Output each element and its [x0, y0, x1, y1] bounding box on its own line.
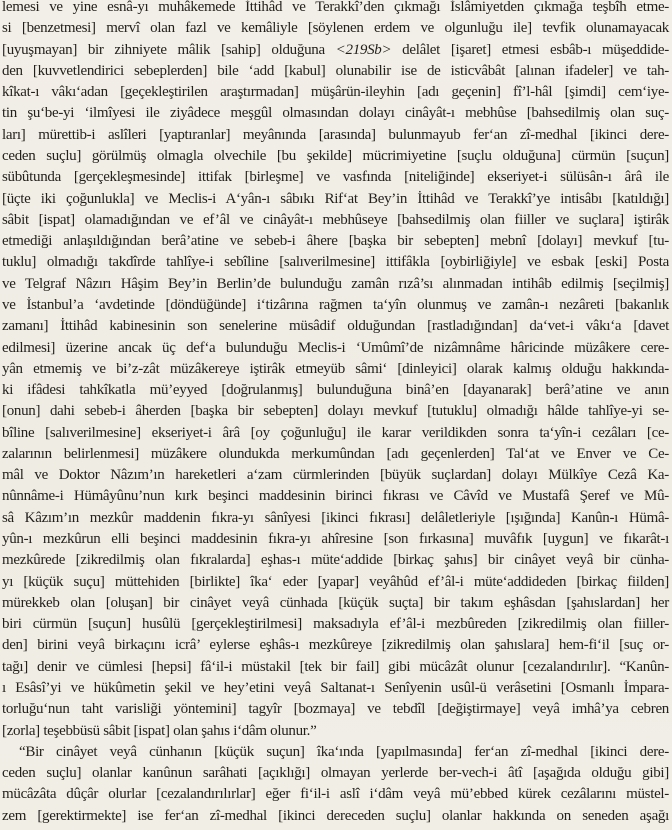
text-segment: sübûtunda [gerçekleşmesinde] ittifak [birleşme] ve vasfında [niteliğinde] ekseriyet-i sülüsân-ı ârâ ile: [2, 169, 669, 186]
body-text: [2, 0, 669, 827]
text-line: [2, 444, 669, 465]
text-line: [2, 678, 669, 699]
text-segment: ı Esâsî’yi ve hükûmetin şekil ve hey’etini veyâ Saltanat-ı Senîyenin usûl-ü verâsetini [Osmanlı İmpara-: [2, 680, 669, 696]
text-line: [2, 806, 669, 827]
text-segment: tuklu] olmadığı takdîrde tahlîye-i sebîline [salıverilmesine] ittifâkla [oybirliğiyle] ve esbak [eski] Posta: [2, 254, 669, 271]
text-segment: delâlet [işaret] etmesi esbâb-ı müşeddide-: [391, 41, 669, 58]
text-segment: ceden suçlu] olanlar kanûnun sarâhati [açıklığı] olmayan yerlerde ber-vech-i âtî [aşağıda olduğu gibi]: [2, 765, 669, 782]
text-line: [2, 784, 669, 805]
text-line: [2, 0, 669, 18]
text-line: [2, 529, 669, 550]
text-segment: ki ifâdesi tahkîkatla mü’eyyed [doğrulanmış] bulunduğuna binâ’en [dayanarak] berâ’atine ve anın: [2, 382, 669, 399]
text-line: [2, 635, 669, 656]
text-segment: yı [küçük suçu] müttehiden [birlikte] îka‘ eder [yapar] veyâhûd ef’âl-i müte‘addideden [birkaç fiilden]: [2, 573, 669, 590]
text-line: [2, 380, 669, 401]
text-line: [2, 550, 669, 571]
text-segment: etmediği anlaşıldığından berâ’atine ve sebeb-i âhere [başka bir sebepten] mebnî [dolayı] mevkuf [tu-: [2, 233, 669, 250]
text-segment: tağı] denir ve cümlesi [hepsi] fâ‘il-i müstakil [tek bir fail] gibi mücâzât olunur [cezalandırılır]. “Kanûn-: [2, 658, 669, 675]
text-segment: mâl ve Doktor Nâzım’ın hareketleri a‘zam cürmlerinden [büyük suçlardan] dolayı Mülkîye Cezâ Ka-: [2, 467, 669, 484]
text-line: [2, 40, 669, 61]
text-line: [2, 82, 669, 103]
text-line: [2, 763, 669, 784]
text-line: [2, 316, 669, 337]
page-column-marker: <219Sb>: [335, 41, 392, 58]
text-segment: mürekkeb olan [oluşan] bir cinâyet veyâ cünhada [küçük suçta] bir takım eşhâsdan [şahıslardan] her: [2, 594, 669, 611]
text-segment: [uyuşmayan] bir zihniyete mâlik [sahip] olduğuna: [2, 41, 336, 58]
text-line: [2, 593, 669, 614]
text-line: [2, 572, 669, 593]
text-line: [2, 465, 669, 486]
text-line: [2, 742, 669, 763]
text-line: [2, 486, 669, 507]
text-segment: [onun] dahi sebeb-i âherden [başka bir sebepten] dolayı mevkuf [tutuklu] olmadığı hâlde tahlîye-yi se-: [2, 403, 669, 420]
text-segment: ve İstanbul’a ‘avdetinde [döndüğünde] i‘tizârına rağmen ta‘yîn olunmuş ve zamân-ı nezâreti [bakanlık: [2, 296, 669, 313]
text-segment: nûnnâme-i Hümâyûnu’nun kırk beşinci maddesinin birinci fıkrası ve Câvîd ve Mustafâ Şeref ve Mû-: [2, 488, 669, 505]
text-segment: ceden suçlu] görülmüş olmagla olvechile [bu şekilde] mücrimiyetine [suçlu olduğuna] cürmün [suçun]: [2, 147, 669, 164]
text-segment: “Bir cinâyet veyâ cünhanın [küçük suçun] îka‘ında [yapılmasında] fer‘an zî-medhal [ikinci dere-: [19, 743, 669, 760]
text-line: [2, 146, 669, 167]
text-segment: sâ Kâzım’ın mezkûr maddenin fıkra-yı sânîyesi [ikinci fıkrası] delâletleriyle [ışığında] Kanûn-ı Hümâ-: [2, 509, 669, 526]
text-segment: kîkat-ı vâkı‘adan [geçekleştirilen araştırmadan] müşârün-ileyhin [adı geçenin] fî’l-hâl [şimdi] cem‘iye-: [2, 84, 669, 101]
text-line: [2, 401, 669, 422]
text-line: [2, 61, 669, 82]
text-segment: biri cürmün [suçun] husûlü [gerçekleştirilmesi] maksadıyla ef’âl-i mezbûreden [zikredilmiş olan fiiller-: [2, 616, 669, 633]
text-segment: zalarının belirlenmesi] müzâkere olundukda merkumûndan [adı geçenlerden] Tal‘at ve Enver ve Ce-: [2, 445, 669, 462]
text-segment: mezkûrede [zikredilmiş olan fıkralarda] eşhas-ı müte‘addide [birkaç şahıs] bir cinâyet veyâ bir cünha-: [2, 552, 669, 569]
text-line: [2, 508, 669, 529]
text-segment: yân etmemiş ve bi’z-zât müzâkereye iştirâk etmeyüb sâmi‘ [dinleyici] olarak kalmış olduğu hakkında-: [2, 360, 669, 377]
text-segment: ları] mürettib-i aslîleri [yaptıranlar] meyânında [arasında] bulunmayub fer‘an zî-medhal [ikinci dere-: [2, 126, 669, 143]
text-segment: zem [gerektirmekte] ise fer‘an zî-medhal [ikinci dereceden suçlu] olanlar hakkında on seneden aşağı: [2, 807, 669, 824]
text-line: [2, 231, 669, 252]
text-line: [2, 125, 669, 146]
text-line: [2, 614, 669, 635]
text-line: [2, 18, 669, 39]
text-segment: den [kuvvetlendirici sebeplerden] bile ‘add [kabul] olunabilir ise de isticvâbât [alınan ifadeler] ve tah-: [2, 62, 669, 79]
text-segment: torluğu‘nun taht varisliği yöntemini] tagyîr [bozmaya] ve tebdîl [değiştirmaye] veyâ imhâ’ya cebren: [2, 701, 669, 718]
text-segment: [zorla] teşebbüsü sâbit [ispat] olan şahıs i‘dâm olunur.”: [2, 722, 317, 739]
text-line: [2, 423, 669, 444]
text-segment: lemesi ve yine esnâ-yı muhâkemede İttihâd ve Terakkî’den çıkmağı İslâmiyetden çıkmağa teşbîh etme-: [2, 0, 669, 15]
text-segment: bîline [salıverilmesine] ekseriyet-i ârâ [oy çoğunluğu] ile karar verildikden sonra ta‘yîn-i cezâları [ce-: [2, 424, 669, 441]
text-segment: edilmesi] üzerine ancak üç def‘a bulunduğu Meclis-i ‘Umûmî’de nizâmnâme hâricinde müzâkere cere-: [2, 339, 669, 356]
text-line: [2, 274, 669, 295]
text-line: [2, 295, 669, 316]
text-line: [2, 699, 669, 720]
text-segment: mücâzâta dûçâr olurlar [cezalandırılırlar] eğer fi‘il-i aslî i‘dâm veyâ mü’ebbed kürek cezâlarını müstel-: [2, 786, 669, 803]
text-segment: si [benzetmesi] mervî olan fazl ve kemâliyle [söylenen erdem ve olgunluğu ile] tevfik olunamayacak: [2, 20, 669, 37]
text-line: [2, 359, 669, 380]
text-segment: ve Telgraf Nâzırı Hâşim Bey’in Berlin’de bulunduğu zamân rızâ’sı alınmadan intihâb edilmiş [seçilmiş]: [2, 275, 669, 292]
text-segment: sâbit [ispat] olamadığından ve ef’âl ve cinâyât-ı mebhûseye [bahsedilmiş olan fiiller ve suçlara] iştirâk: [2, 211, 669, 228]
text-segment: zamanı] İttihâd kabinesinin son senelerine müsâdif olduğundan [rastladığından] da‘vet-i vâkı‘a [davet: [2, 318, 669, 335]
text-line: [2, 103, 669, 124]
text-line: [2, 252, 669, 273]
text-line: [2, 657, 669, 678]
text-line: [2, 167, 669, 188]
text-line: [2, 189, 669, 210]
text-segment: tin şu‘be-yi ‘ilmîyesi ile ziyâdece meşgûl olmasından dolayı cinâyât-ı mebhûse [bahsedilmiş olan suç-: [2, 105, 669, 122]
text-segment: [üçte iki çoğunlukla] ve Meclis-i A‘yân-ı sâbıkı Rif‘at Bey’in İttihâd ve Terakkî’ye intisâbı [katıldığı]: [2, 190, 669, 207]
text-line: [2, 721, 669, 742]
text-segment: den] birini veyâ birkaçını icrâ’ eylerse eşhâs-ı mezkûreye [zikredilmiş olan şahıslara] hem-fi‘il [suç or-: [2, 637, 669, 654]
text-segment: yûn-ı mezkûrun elli beşinci maddesinin fıkra-yı ahîresine [son fırkasına] muvâfık [uygun] ve fıkarât-ı: [2, 531, 669, 548]
text-line: [2, 210, 669, 231]
text-line: [2, 338, 669, 359]
